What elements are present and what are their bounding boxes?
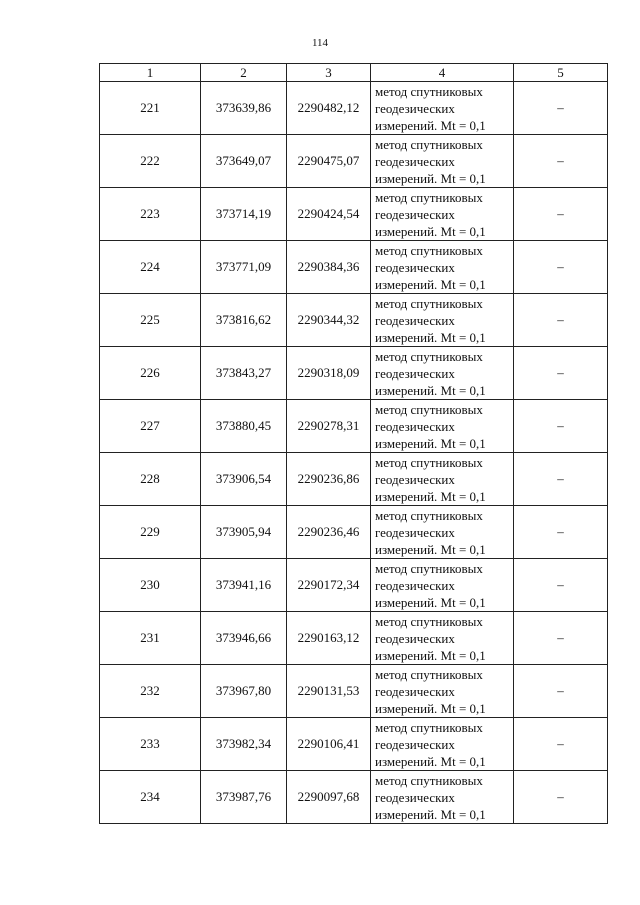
y-coordinate-cell: 2290482,12 <box>287 82 371 135</box>
y-coordinate-cell: 2290172,34 <box>287 559 371 612</box>
method-line: геодезических <box>375 577 455 593</box>
table-row <box>100 82 608 135</box>
method-line: метод спутниковых <box>375 454 483 470</box>
table-row <box>100 188 608 241</box>
point-number-cell: 232 <box>100 665 201 718</box>
method-cell <box>371 294 514 347</box>
method-line: геодезических <box>375 789 455 805</box>
note-cell: – <box>514 188 608 241</box>
method-line: геодезических <box>375 471 455 487</box>
note-cell: – <box>514 771 608 824</box>
x-coordinate-cell: 373771,09 <box>201 241 287 294</box>
y-coordinate-cell: 2290344,32 <box>287 294 371 347</box>
method-cell <box>371 347 514 400</box>
method-line: геодезических <box>375 524 455 540</box>
point-number-cell: 225 <box>100 294 201 347</box>
method-line: метод спутниковых <box>375 719 483 735</box>
method-line: измерений. Mt = 0,1 <box>375 435 486 451</box>
point-number-cell: 223 <box>100 188 201 241</box>
method-cell <box>371 559 514 612</box>
note-cell: – <box>514 506 608 559</box>
x-coordinate-cell: 373843,27 <box>201 347 287 400</box>
method-line: геодезических <box>375 206 455 222</box>
y-coordinate-cell: 2290236,46 <box>287 506 371 559</box>
y-coordinate-cell: 2290424,54 <box>287 188 371 241</box>
table-row <box>100 347 608 400</box>
table-row <box>100 665 608 718</box>
point-number-cell: 229 <box>100 506 201 559</box>
method-line: метод спутниковых <box>375 348 483 364</box>
table-row <box>100 559 608 612</box>
method-cell <box>371 188 514 241</box>
table-row <box>100 506 608 559</box>
table-row <box>100 400 608 453</box>
column-header-1: 1 <box>100 64 201 82</box>
method-cell <box>371 612 514 665</box>
x-coordinate-cell: 373905,94 <box>201 506 287 559</box>
method-line: измерений. Mt = 0,1 <box>375 117 486 133</box>
method-line: геодезических <box>375 630 455 646</box>
method-line: геодезических <box>375 365 455 381</box>
table-row <box>100 241 608 294</box>
y-coordinate-cell: 2290384,36 <box>287 241 371 294</box>
y-coordinate-cell: 2290131,53 <box>287 665 371 718</box>
y-coordinate-cell: 2290475,07 <box>287 135 371 188</box>
note-cell: – <box>514 241 608 294</box>
note-cell: – <box>514 453 608 506</box>
page-number: 114 <box>311 37 329 49</box>
y-coordinate-cell: 2290106,41 <box>287 718 371 771</box>
x-coordinate-cell: 373649,07 <box>201 135 287 188</box>
method-line: геодезических <box>375 736 455 752</box>
x-coordinate-cell: 373941,16 <box>201 559 287 612</box>
method-line: измерений. Mt = 0,1 <box>375 594 486 610</box>
note-cell: – <box>514 559 608 612</box>
note-cell: – <box>514 347 608 400</box>
table-row <box>100 135 608 188</box>
method-line: метод спутниковых <box>375 242 483 258</box>
table-row <box>100 718 608 771</box>
table-row <box>100 771 608 824</box>
point-number-cell: 234 <box>100 771 201 824</box>
column-header-2: 2 <box>201 64 287 82</box>
method-line: метод спутниковых <box>375 83 483 99</box>
y-coordinate-cell: 2290097,68 <box>287 771 371 824</box>
table-row <box>100 294 608 347</box>
method-line: геодезических <box>375 312 455 328</box>
table-header-row <box>100 64 608 82</box>
note-cell: – <box>514 612 608 665</box>
point-number-cell: 228 <box>100 453 201 506</box>
method-line: метод спутниковых <box>375 772 483 788</box>
column-header-3: 3 <box>287 64 371 82</box>
point-number-cell: 221 <box>100 82 201 135</box>
method-line: геодезических <box>375 418 455 434</box>
x-coordinate-cell: 373987,76 <box>201 771 287 824</box>
method-line: измерений. Mt = 0,1 <box>375 170 486 186</box>
method-line: измерений. Mt = 0,1 <box>375 329 486 345</box>
table-body <box>100 82 608 824</box>
note-cell: – <box>514 665 608 718</box>
x-coordinate-cell: 373982,34 <box>201 718 287 771</box>
method-cell <box>371 771 514 824</box>
method-line: измерений. Mt = 0,1 <box>375 647 486 663</box>
x-coordinate-cell: 373816,62 <box>201 294 287 347</box>
x-coordinate-cell: 373714,19 <box>201 188 287 241</box>
point-number-cell: 230 <box>100 559 201 612</box>
note-cell: – <box>514 400 608 453</box>
coordinates-table <box>99 63 608 824</box>
method-line: геодезических <box>375 683 455 699</box>
method-cell <box>371 400 514 453</box>
x-coordinate-cell: 373639,86 <box>201 82 287 135</box>
y-coordinate-cell: 2290318,09 <box>287 347 371 400</box>
method-cell <box>371 135 514 188</box>
method-line: измерений. Mt = 0,1 <box>375 806 486 822</box>
method-line: измерений. Mt = 0,1 <box>375 276 486 292</box>
note-cell: – <box>514 82 608 135</box>
column-header-5: 5 <box>514 64 608 82</box>
method-line: метод спутниковых <box>375 295 483 311</box>
point-number-cell: 231 <box>100 612 201 665</box>
method-line: измерений. Mt = 0,1 <box>375 541 486 557</box>
table-row <box>100 453 608 506</box>
point-number-cell: 224 <box>100 241 201 294</box>
note-cell: – <box>514 718 608 771</box>
note-cell: – <box>514 294 608 347</box>
point-number-cell: 226 <box>100 347 201 400</box>
method-cell <box>371 453 514 506</box>
method-line: измерений. Mt = 0,1 <box>375 382 486 398</box>
point-number-cell: 233 <box>100 718 201 771</box>
method-line: метод спутниковых <box>375 507 483 523</box>
x-coordinate-cell: 373946,66 <box>201 612 287 665</box>
point-number-cell: 222 <box>100 135 201 188</box>
method-line: геодезических <box>375 153 455 169</box>
method-line: измерений. Mt = 0,1 <box>375 753 486 769</box>
note-cell: – <box>514 135 608 188</box>
method-cell <box>371 82 514 135</box>
point-number-cell: 227 <box>100 400 201 453</box>
method-line: геодезических <box>375 259 455 275</box>
method-cell <box>371 665 514 718</box>
method-cell <box>371 718 514 771</box>
x-coordinate-cell: 373880,45 <box>201 400 287 453</box>
method-cell <box>371 241 514 294</box>
method-line: измерений. Mt = 0,1 <box>375 488 486 504</box>
y-coordinate-cell: 2290236,86 <box>287 453 371 506</box>
method-line: измерений. Mt = 0,1 <box>375 223 486 239</box>
table-row <box>100 612 608 665</box>
method-line: измерений. Mt = 0,1 <box>375 700 486 716</box>
x-coordinate-cell: 373967,80 <box>201 665 287 718</box>
method-line: метод спутниковых <box>375 613 483 629</box>
x-coordinate-cell: 373906,54 <box>201 453 287 506</box>
method-line: метод спутниковых <box>375 560 483 576</box>
y-coordinate-cell: 2290163,12 <box>287 612 371 665</box>
method-line: метод спутниковых <box>375 189 483 205</box>
y-coordinate-cell: 2290278,31 <box>287 400 371 453</box>
method-line: геодезических <box>375 100 455 116</box>
column-header-4: 4 <box>371 64 514 82</box>
method-line: метод спутниковых <box>375 401 483 417</box>
method-line: метод спутниковых <box>375 666 483 682</box>
method-cell <box>371 506 514 559</box>
method-line: метод спутниковых <box>375 136 483 152</box>
